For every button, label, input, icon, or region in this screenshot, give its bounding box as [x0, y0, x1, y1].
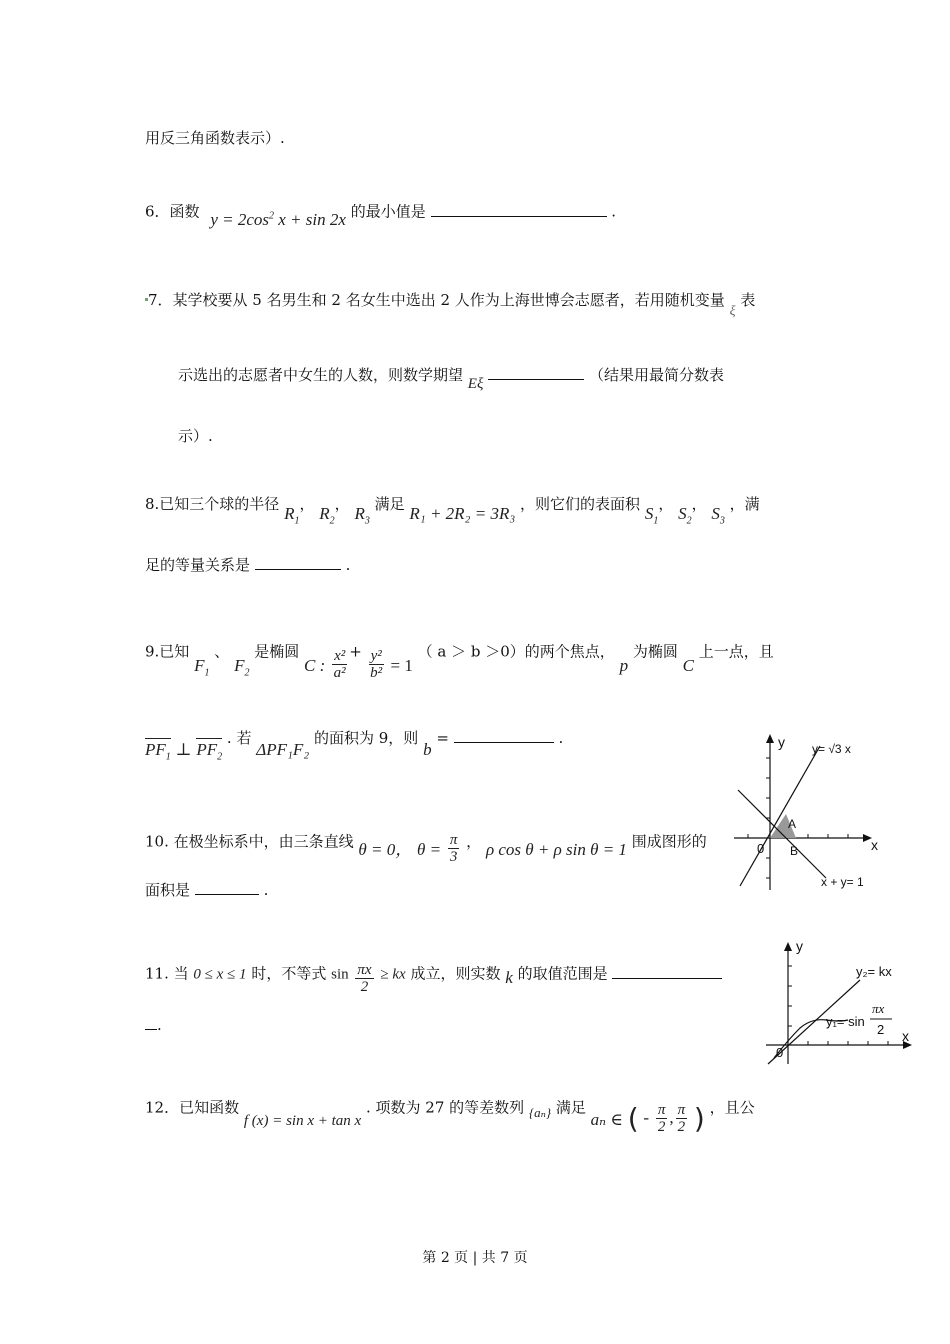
- q11-k: k: [505, 967, 513, 987]
- q8-s3: $S_3$: [711, 504, 725, 527]
- question-9-line1: 9.已知 $F_1$ 、 $F_2$ 是椭圆 C : $\frac{\text{x²}}{\text{a²}}$ + $\frac{\text{y²}}{\text{b²}}$ = 1 （ a ＞ b ＞0）的两个焦点， p 为椭圆 C 上一点，且: [145, 642, 774, 681]
- q10-answer-blank[interactable]: [195, 880, 259, 895]
- q11-text-b: 时，不等式: [251, 964, 327, 983]
- fig2-origin: 0: [776, 1045, 784, 1060]
- q7-xi: ξ: [729, 304, 736, 319]
- q9-sep: 、: [214, 642, 230, 661]
- q9-text-d: 上一点，且: [698, 642, 774, 661]
- fig2-x-label: x: [902, 1028, 909, 1044]
- q10-end: .: [263, 881, 269, 899]
- q8-r3: $R_3$: [354, 504, 370, 527]
- fig1-y-arrow: [766, 734, 774, 743]
- q8-answer-blank[interactable]: [255, 555, 341, 570]
- q11-answer-blank[interactable]: [612, 964, 722, 979]
- q12-text-d: ，且公: [709, 1098, 755, 1117]
- q11-text-c: 成立，则实数: [410, 964, 501, 983]
- q9-frac-x: $\frac{\text{x²}}{\text{a²}}$: [333, 648, 346, 681]
- fig2-y1-label: y₁= sin: [826, 1014, 865, 1029]
- q9-end: .: [558, 729, 564, 747]
- q9-text-f: 的面积为 9，则: [313, 729, 419, 747]
- q12-paren-open: (: [627, 1101, 639, 1135]
- fig1-x-label: x: [871, 837, 878, 853]
- q12-text-b: . 项数为 27 的等差数列: [365, 1098, 525, 1117]
- q12-frac2: $\frac{\pi}{2}$: [677, 1102, 686, 1135]
- q9-text-e: . 若: [226, 729, 252, 747]
- q12-minus: -: [643, 1107, 650, 1127]
- q9-condition: （ a ＞ b ＞0）的两个焦点，: [417, 642, 615, 661]
- q7-text-c: 示选出的志愿者中女生的人数，则数学期望: [178, 366, 464, 384]
- q11-sin: sin: [331, 966, 349, 983]
- q6-label: 6．函数: [145, 202, 200, 221]
- question-8-line2: [145, 555, 350, 575]
- q11-text: 11. 当: [145, 964, 189, 983]
- fig2-y-label: y: [796, 938, 803, 954]
- q8-r1: $R_1$: [284, 504, 300, 527]
- q12-sequence: {aₙ}: [528, 1104, 552, 1120]
- q12-an-in: aₙ ∈: [590, 1109, 623, 1129]
- q11-end: .: [157, 1016, 162, 1034]
- q7-expectation: Eξ: [467, 376, 484, 392]
- fig1-line2-label: x + y= 1: [821, 875, 864, 889]
- q8-r2: $R_2$: [319, 504, 335, 527]
- q9-triangle: ΔPF₁F₂: [256, 740, 310, 759]
- q11-kx: ≥ kx: [380, 966, 406, 983]
- q8-text-d: ，满: [729, 495, 760, 513]
- fig1-line1-label: y= √3 x: [812, 742, 851, 756]
- q11-text-d: 的取值范围是: [517, 964, 608, 983]
- q9-b: b: [423, 740, 432, 759]
- fig2-two: 2: [877, 1022, 885, 1037]
- question-12: [145, 1092, 755, 1135]
- fig2-y2-label: y₂= kx: [856, 964, 892, 979]
- q12-paren-close: ): [693, 1101, 705, 1135]
- q9-perp: ⊥: [175, 740, 192, 759]
- q8-s2: $S_2$: [678, 504, 692, 527]
- q6-text: 的最小值是: [350, 202, 426, 221]
- q9-text-b: 是椭圆: [254, 642, 300, 661]
- question-10-line1: [145, 826, 707, 865]
- q9-text-c: 为椭圆: [632, 642, 678, 661]
- q5-tail: 用反三角函数表示）.: [145, 129, 285, 147]
- q10-frac: $\frac{\pi}{3}$: [449, 832, 458, 865]
- q12-text-c: 满足: [555, 1098, 586, 1117]
- q10-text-c: 面积是: [145, 881, 191, 899]
- q7-text-d: （结果用最简分数表: [588, 366, 724, 384]
- figure-2-diagram: [760, 936, 920, 1068]
- q10-text: 10. 在极坐标系中，由三条直线: [145, 832, 354, 851]
- q9-vec-pf1: $PF_1$: [145, 738, 171, 767]
- fig2-y-arrow: [784, 942, 792, 951]
- q9-C: C: [682, 655, 694, 675]
- fig1-line-sqrt3x: [740, 746, 820, 886]
- question-8-line1: 8.已知三个球的半径 $R_1$， $R_2$， $R_3$ 满足 R₁ + 2R₂ = 3R₃ ，则它们的表面积 $S_1$， $S_2$， $S_3$ ，满: [145, 495, 760, 527]
- fig1-line-xy1: [738, 790, 826, 878]
- q8-s1: $S_1$: [644, 504, 659, 527]
- question-6: [145, 198, 617, 229]
- q7-text-b: 表: [740, 291, 756, 309]
- question-10-line2: [145, 880, 268, 900]
- q9-eq: =: [436, 729, 449, 747]
- question-11-line2: [145, 1015, 162, 1035]
- q11-frac: $\frac{\pi x}{2}$: [357, 962, 372, 995]
- q9-answer-blank[interactable]: [454, 728, 554, 743]
- q12-frac1: $\frac{\pi}{2}$: [657, 1102, 666, 1135]
- q8-text-e: 足的等量关系是: [145, 556, 251, 574]
- q9-f2: $F_2$: [234, 655, 250, 678]
- q9-eq1: = 1: [390, 655, 413, 675]
- q10-rho-eq: ρ cos θ + ρ sin θ = 1: [485, 839, 627, 859]
- q6-answer-blank[interactable]: [431, 202, 607, 217]
- q7-text-e: 示）.: [178, 427, 213, 445]
- fig1-origin: 0: [757, 841, 765, 856]
- question-9-line2: [145, 726, 564, 763]
- q8-equation: R₁ + 2R₂ = 3R₃: [409, 504, 516, 523]
- q8-text-c: ，则它们的表面积: [520, 495, 641, 513]
- q12-comma: ,: [669, 1107, 674, 1127]
- q12-text: 12．已知函数: [145, 1098, 240, 1117]
- fig1-point-b: B: [790, 844, 799, 858]
- q7-text: 7．某学校要从 5 名男生和 2 名女生中选出 2 人作为上海世博会志愿者，若用随机变量: [148, 291, 725, 309]
- q9-ellipse-label: C :: [304, 655, 326, 675]
- q12-function: f (x) = sin x + tan x: [243, 1112, 362, 1129]
- q6-expression: $y = 2\cos^2$ x + sin 2x: [210, 209, 346, 229]
- q6-end: .: [611, 202, 617, 221]
- fig1-y-label: y: [778, 734, 785, 750]
- q10-text-b: 围成图形的: [631, 832, 707, 851]
- q10-theta0: θ = 0，: [358, 839, 413, 859]
- fig2-pix: πx: [872, 1001, 885, 1016]
- q9-frac-y: $\frac{\text{y²}}{\text{b²}}$: [370, 648, 383, 681]
- q8-end: .: [345, 556, 351, 574]
- q9-vec-pf2: $PF_2$: [196, 738, 222, 767]
- page-footer: 第 2 页 | 共 7 页: [422, 1250, 528, 1266]
- q9-f1: $F_1$: [194, 655, 210, 678]
- q8-text-b: 满足: [374, 495, 405, 513]
- q8-text: 8.已知三个球的半径: [145, 495, 280, 513]
- q7-answer-blank[interactable]: [488, 365, 584, 380]
- question-7-line1: [148, 290, 756, 319]
- question-7-line2: [178, 365, 724, 392]
- q10-theta1: θ =: [417, 839, 442, 859]
- q9-text: 9.已知: [145, 642, 190, 661]
- q9-p: p: [619, 655, 629, 675]
- fig1-point-a: A: [788, 817, 797, 831]
- q11-answer-blank-cont[interactable]: [145, 1015, 157, 1030]
- q11-cond: 0 ≤ x ≤ 1: [193, 966, 247, 983]
- question-11-line1: [145, 958, 722, 995]
- figure-1-diagram: [728, 728, 898, 893]
- q10-comma: ，: [466, 832, 482, 851]
